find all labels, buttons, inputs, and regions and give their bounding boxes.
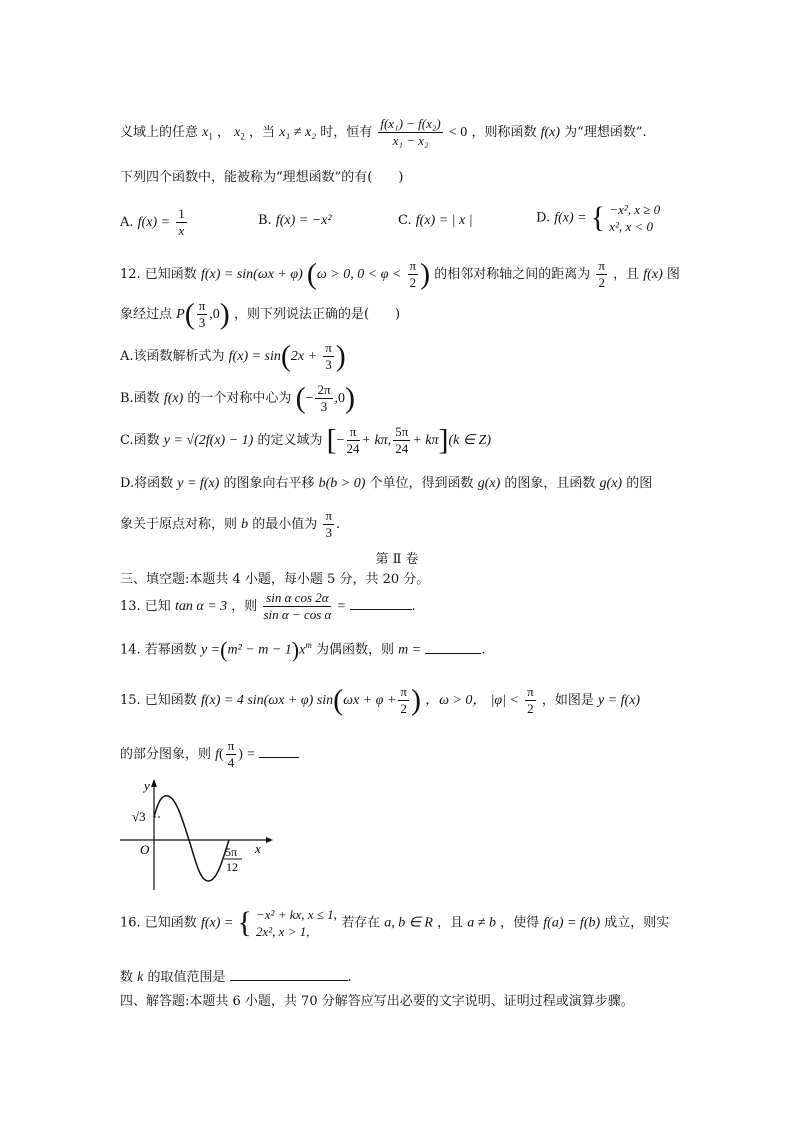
fraction — [347, 424, 360, 457]
left-brace-icon: { — [590, 201, 606, 234]
text: A.该函数解析式为 — [120, 349, 225, 364]
text: 的图 — [626, 476, 653, 491]
fraction — [398, 684, 409, 717]
case: −x², x ≥ 0 — [609, 202, 661, 217]
equals: = — [337, 599, 346, 614]
definition-line: 义域上的任意 $x_1$ ， $x_2$ ，当 x₁ ≠ x₂ 时，恒有 $\frac{\text{f(x₁) − f(x₂)}}{\text{x₁ − x₂}}$ < 0 ，则称函数 f(x) 为“理想函数”. — [120, 116, 647, 148]
text: B.函数 — [120, 391, 160, 406]
expr: y = f(x) — [177, 476, 220, 491]
question-15-line2: 的部分图象，则 f( $\frac{\pi}{4}$ ) = — [120, 738, 299, 771]
text: 时，恒有 — [320, 125, 373, 140]
question-12-option-c: C.函数 y = √(2f(x) − 1) 的定义域为 [− $\frac{\pi}{24}$ + kπ, $\frac{5\pi}{24}$ + kπ](k ∈ Z) — [120, 423, 491, 457]
text: 个单位，得到函数 — [369, 476, 474, 491]
fraction — [197, 298, 208, 331]
fraction — [393, 424, 410, 457]
x-axis-arrow-icon — [266, 837, 273, 843]
expr: f(a) = f(b) — [543, 915, 601, 931]
text: ，则下列说法正确的是( ) — [233, 307, 401, 322]
fraction — [408, 258, 419, 291]
tick-numerator: 5π — [225, 845, 238, 859]
question-14 — [120, 636, 485, 664]
point: P — [176, 307, 185, 322]
right-paren-icon: ) — [410, 683, 421, 717]
fraction — [323, 340, 334, 373]
option-a — [120, 206, 189, 239]
sqrt3-label: √3 — [132, 809, 146, 824]
text: 象经过点 — [120, 307, 173, 322]
option-d — [536, 201, 660, 235]
expr: f(x) = −x² — [275, 213, 332, 228]
expr: y = — [200, 642, 221, 658]
expr: x — [299, 642, 306, 658]
numerator: π — [347, 424, 360, 441]
numerator: 5π — [395, 424, 409, 439]
answer-blank-15[interactable] — [259, 743, 299, 758]
text: 的图象，且函数 — [504, 476, 596, 491]
expr: f(x) = sin — [228, 349, 281, 364]
var-x1: x — [202, 125, 209, 140]
text: 数 — [120, 970, 134, 985]
left-paren-icon: ( — [280, 339, 291, 373]
denominator: 24 — [395, 441, 409, 456]
label: B. — [258, 213, 272, 228]
numerator: 1 — [178, 206, 185, 221]
numerator: f(x₁) − f(x₂) — [380, 116, 441, 131]
expr: f(x) = 4 sin(ωx + φ) sin — [200, 693, 334, 708]
text: C.函数 — [120, 433, 160, 448]
question-13 — [120, 590, 416, 623]
condition: x₁ ≠ x₂ — [279, 125, 317, 140]
question-11-stem: 下列四个函数中，能被称为“理想函数”的有( ) — [120, 170, 404, 185]
func: f(x) — [643, 267, 663, 282]
case: x², x < 0 — [609, 219, 654, 234]
question-15 — [120, 684, 640, 717]
denominator: 2 — [400, 701, 407, 716]
right-paren-icon: ) — [335, 339, 346, 373]
text: 义域上的任意 — [120, 125, 199, 140]
expr: f(x) = — [137, 215, 171, 230]
text: 的部分图象，则 — [120, 747, 212, 762]
fraction — [323, 508, 334, 541]
question-12 — [120, 258, 680, 291]
numerator: sin α cos 2α — [263, 590, 331, 607]
fraction — [176, 206, 187, 239]
left-brace-icon: { — [237, 906, 252, 939]
left-paren-icon: ( — [220, 637, 228, 662]
var: k — [137, 970, 144, 985]
text: ，且 — [437, 915, 464, 931]
y-label: y — [144, 778, 150, 793]
section-3-heading: 三、填空题:本题共 4 小题，每小题 5 分，共 20 分。 — [120, 572, 430, 587]
sine-curve — [154, 796, 229, 881]
denominator: x₁ − x₂ — [392, 133, 429, 148]
denominator: x — [178, 223, 185, 238]
label: D. — [536, 210, 551, 226]
right-bracket-icon: ] — [438, 423, 449, 457]
numerator: π — [527, 684, 534, 699]
denominator: 2 — [527, 701, 534, 716]
expr: 2x + — [290, 349, 318, 364]
difference-quotient — [378, 116, 442, 149]
text: D.将函数 — [120, 476, 174, 491]
func: f(x) = sin(ωx + φ) — [200, 267, 303, 282]
expr: g(x) — [599, 476, 623, 491]
origin-label: O — [140, 842, 150, 857]
right-paren-icon: ) — [345, 381, 356, 415]
text: 的取值范围是 — [147, 970, 226, 985]
numerator: π — [400, 684, 407, 699]
text: ，使得 — [500, 915, 540, 931]
numerator: π — [325, 340, 332, 355]
cond: ω > 0, 0 < φ < — [316, 267, 402, 282]
expr: y = √(2f(x) − 1) — [163, 433, 254, 448]
label: A. — [120, 215, 134, 230]
expr: ωx + φ + — [343, 693, 397, 708]
tick-denominator: 12 — [226, 860, 238, 874]
text: . — [336, 517, 341, 532]
question-12-option-d-line2 — [120, 508, 340, 541]
x-label: x — [255, 841, 261, 856]
fraction — [263, 590, 331, 623]
text: 14. 若幂函数 — [120, 642, 197, 658]
text: 16. 已知函数 — [120, 915, 197, 931]
expr: f(x) = — [200, 915, 234, 931]
expr: b(b > 0) — [318, 476, 366, 491]
left-paren-icon: ( — [295, 381, 306, 415]
sine-graph — [118, 778, 278, 898]
left-bracket-icon: [ — [326, 423, 337, 457]
denominator: 3 — [325, 525, 332, 540]
coord: ,0 — [209, 307, 220, 322]
expr: + kπ, — [361, 433, 392, 448]
coord: ,0 — [334, 391, 346, 406]
fraction — [525, 684, 536, 717]
text: 为“理想函数”. — [564, 125, 647, 140]
answer-blank-14[interactable] — [425, 639, 481, 654]
option-b — [258, 213, 332, 229]
var: b — [241, 517, 249, 532]
numerator: π — [198, 298, 206, 313]
right-paren-icon: ) — [420, 257, 431, 291]
expr: a, b ∈ R — [384, 915, 433, 931]
text: . — [481, 642, 486, 658]
question-12-option-a — [120, 340, 346, 373]
label: C. — [398, 213, 412, 228]
section-4-heading: 四、解答题:本题共 6 小题，共 70 分解答应写出必要的文字说明、证明过程或演算步骤。 — [120, 994, 634, 1009]
inequality: < 0 — [448, 125, 468, 140]
right-paren-icon: ) — [219, 297, 230, 331]
left-paren-icon: ( — [184, 297, 195, 331]
expr: m² − m − 1 — [227, 642, 292, 658]
right-paren-icon: ) — [291, 637, 300, 662]
text: ， — [217, 125, 231, 140]
text: 的最小值为 — [252, 517, 318, 532]
text: 为偶函数，则 — [315, 642, 394, 658]
text: 13. 已知 — [120, 599, 171, 614]
question-12-option-b — [120, 382, 355, 415]
numerator: π — [227, 738, 235, 753]
numerator: π — [409, 258, 417, 273]
exponent: m — [305, 640, 312, 651]
question-16 — [120, 906, 669, 940]
expr: a ≠ b — [467, 915, 496, 931]
question-12-line2 — [120, 298, 400, 331]
fraction — [226, 738, 237, 771]
text: 的图象向右平移 — [223, 476, 315, 491]
denominator: 3 — [325, 357, 332, 372]
text: 的相邻对称轴之间的距离为 — [434, 267, 591, 282]
fraction — [596, 258, 607, 291]
var-x2: x — [234, 125, 241, 140]
text: ，且 — [613, 267, 640, 282]
denominator: 4 — [227, 755, 235, 770]
text: 的定义域为 — [257, 433, 323, 448]
cond: ，ω > 0， — [425, 693, 487, 708]
left-paren-icon: ( — [306, 257, 317, 291]
func: f(x) — [163, 391, 184, 406]
section-title-2: 第 Ⅱ 卷 — [375, 552, 419, 567]
case: −x² + kx, x ≤ 1, — [256, 907, 337, 922]
func: f — [215, 747, 220, 762]
piecewise — [256, 906, 337, 940]
text: 象关于原点对称，则 — [120, 517, 238, 532]
expr: y = f(x) — [597, 693, 641, 708]
expr: + kπ — [412, 433, 439, 448]
text: 图 — [666, 267, 680, 282]
numerator: π — [598, 258, 605, 273]
option-c — [398, 213, 473, 229]
text: 15. 已知函数 — [120, 693, 197, 708]
func: f(x) — [540, 125, 561, 140]
denominator: 3 — [198, 315, 206, 330]
text: ，当 — [249, 125, 276, 140]
numerator: π — [325, 508, 333, 523]
text: 的一个对称中心为 — [187, 391, 292, 406]
expr: g(x) — [477, 476, 501, 491]
denominator: sin α − cos α — [263, 607, 332, 622]
answer-blank-16[interactable] — [230, 966, 348, 981]
denominator: 24 — [346, 441, 360, 456]
sign: − — [305, 391, 314, 406]
text: ，则 — [231, 599, 258, 614]
y-axis-arrow-icon — [151, 779, 157, 787]
cond: |φ| < — [490, 693, 519, 708]
expr: f(x) = — [554, 210, 587, 226]
case: 2x², x > 1, — [256, 924, 310, 939]
text: 成立，则实 — [604, 915, 670, 931]
text: ，则称函数 — [471, 125, 537, 140]
text: 12. 已知函数 — [120, 267, 197, 282]
denominator: 3 — [320, 399, 328, 414]
question-16-line2 — [120, 966, 352, 986]
denominator: 2 — [409, 275, 417, 290]
expr: m = — [398, 642, 422, 658]
fraction — [315, 382, 332, 415]
numerator: 2π — [317, 382, 331, 397]
text: ，如图是 — [541, 693, 594, 708]
expr: (k ∈ Z) — [448, 433, 491, 448]
text: . — [411, 599, 416, 614]
answer-blank-13[interactable] — [350, 595, 412, 610]
piecewise — [609, 201, 660, 235]
denominator: 2 — [598, 275, 605, 290]
text: . — [347, 970, 352, 985]
equals: = — [247, 747, 256, 762]
expr: tan α = 3 — [174, 599, 228, 614]
expr: f(x) = | x | — [415, 213, 473, 228]
text: 若存在 — [341, 915, 381, 931]
question-12-option-d — [120, 472, 652, 492]
left-paren-icon: ( — [333, 683, 344, 717]
